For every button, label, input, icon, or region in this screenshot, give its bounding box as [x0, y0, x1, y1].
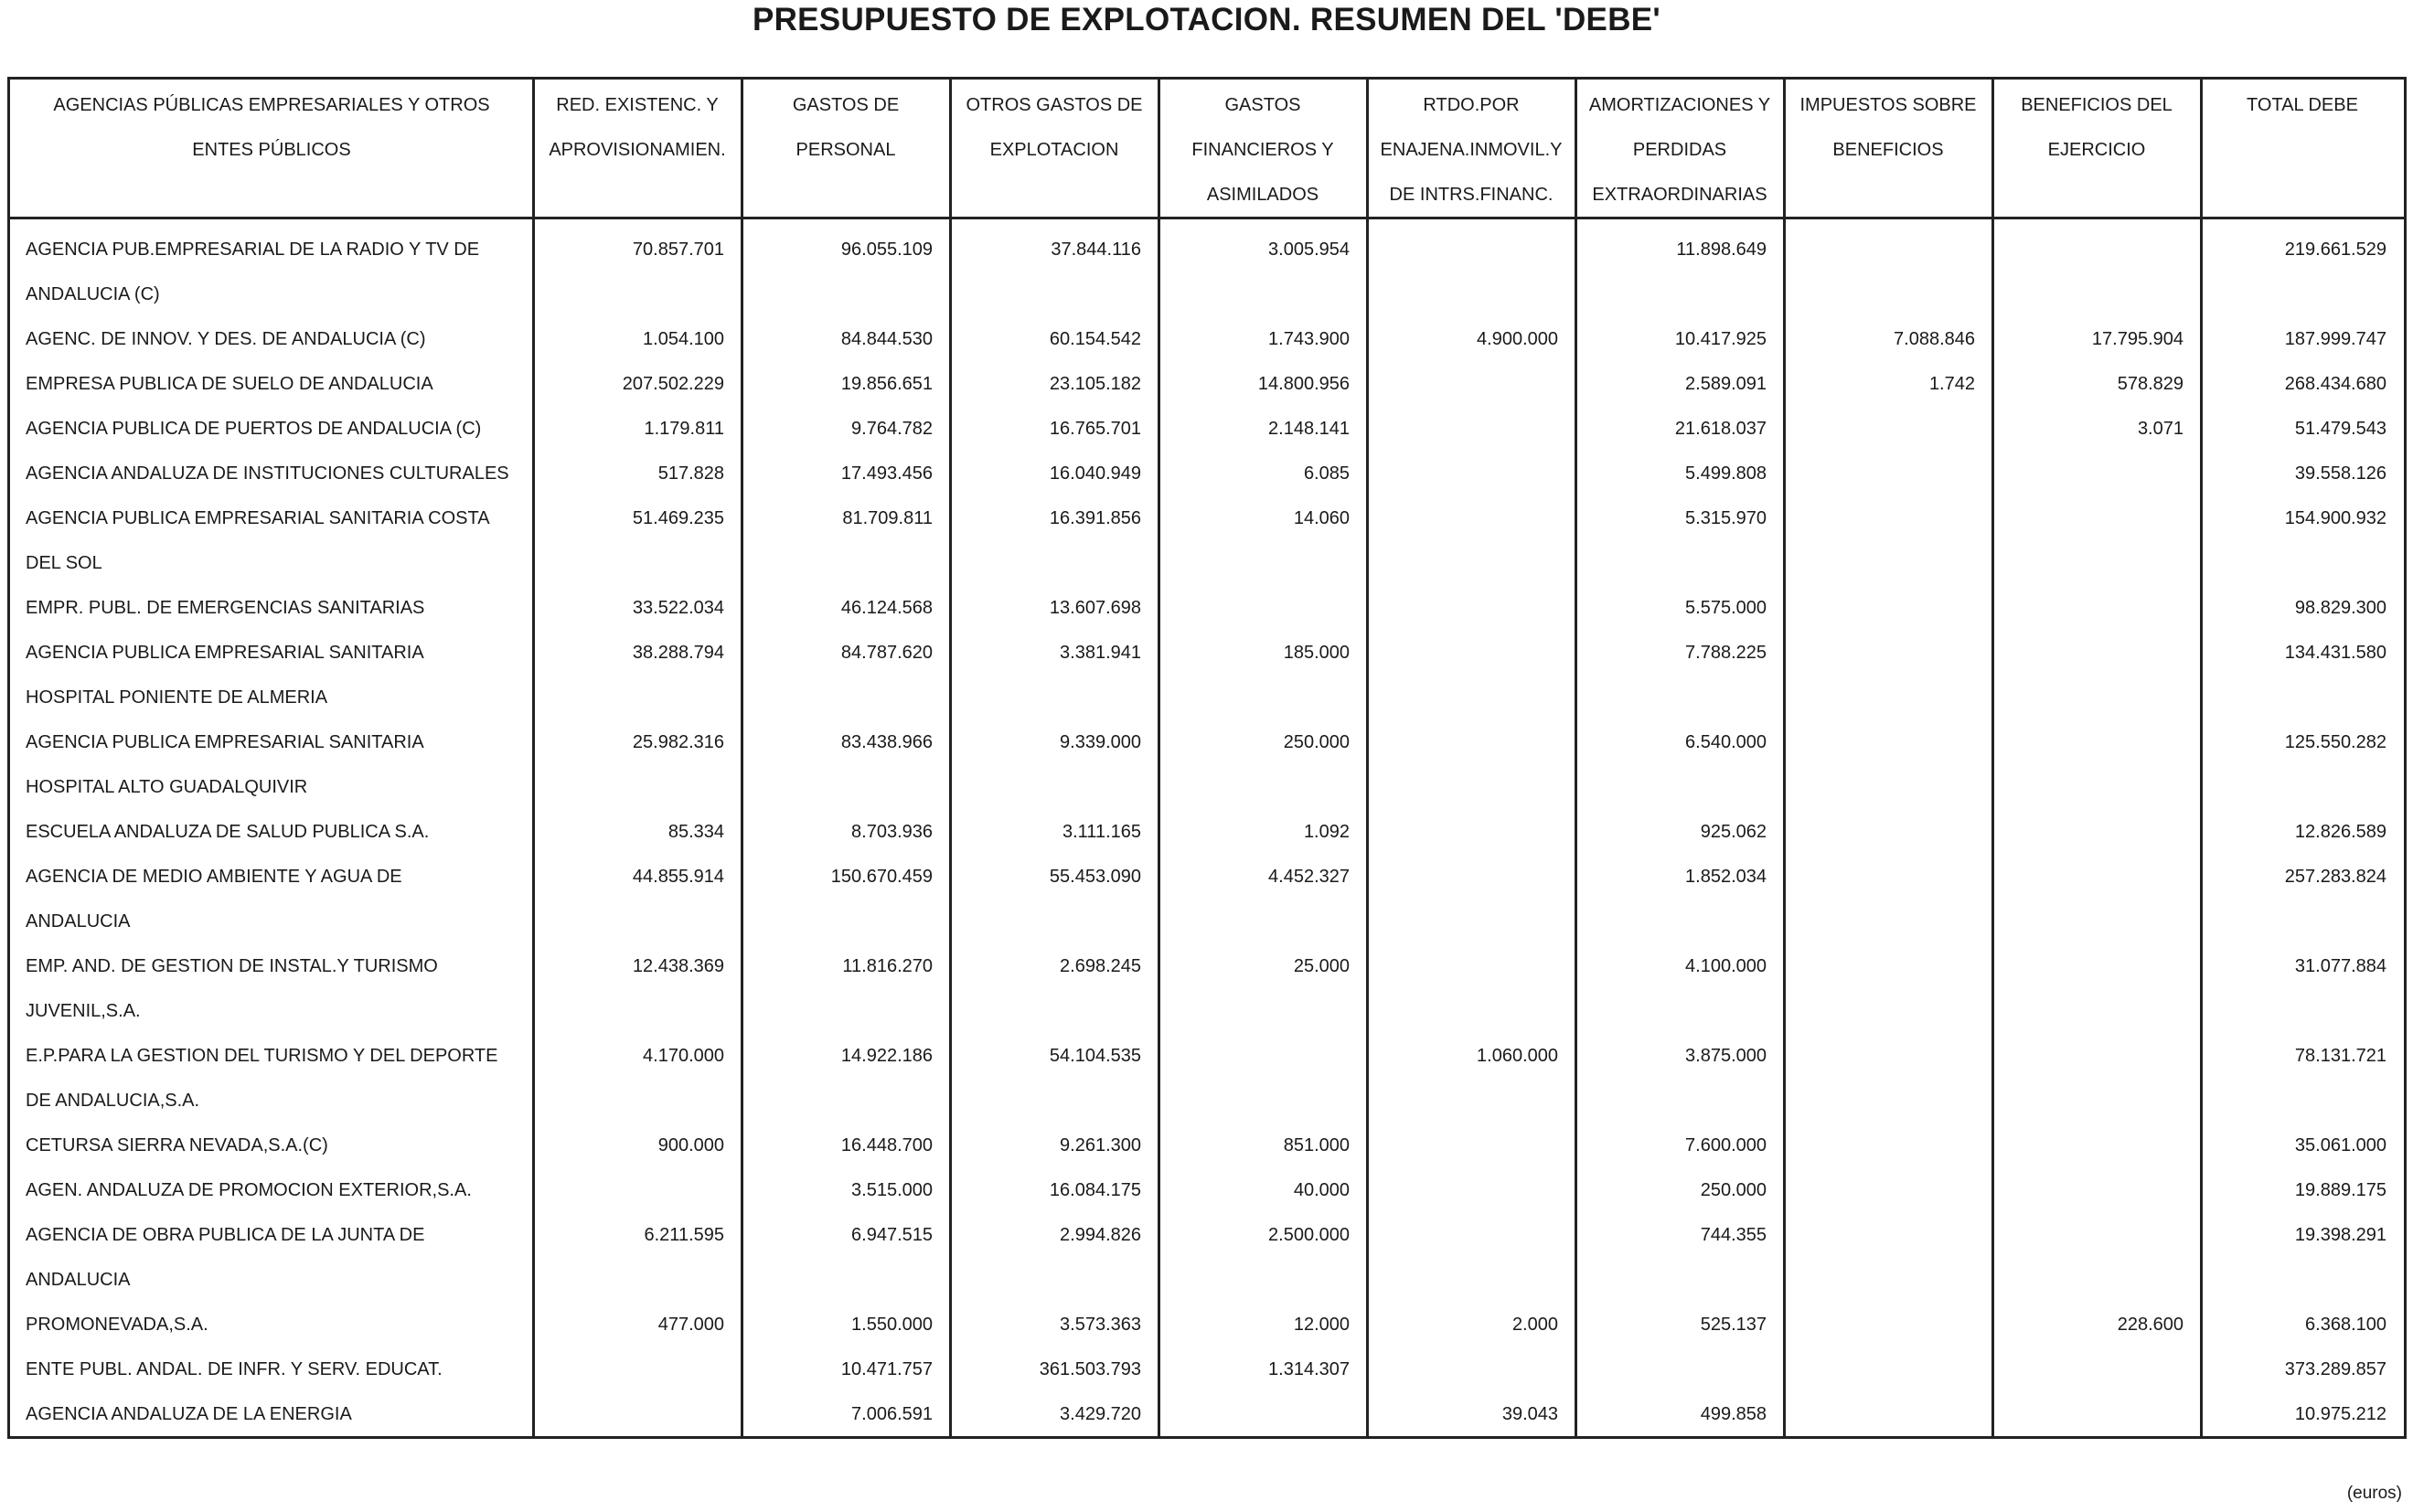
- cell-value: 33.522.034: [632, 598, 724, 618]
- cell-value: 14.922.186: [840, 1046, 933, 1066]
- cell-value: 98.829.300: [2294, 598, 2386, 618]
- cell-value: 187.999.747: [2284, 329, 2386, 349]
- cell-value: 150.670.459: [830, 867, 933, 887]
- column-header-line: IMPUESTOS SOBRE: [1799, 95, 1977, 115]
- entity-name: [26, 586, 533, 631]
- cell-value: 40.000: [1293, 1180, 1350, 1200]
- cell-value: 10.975.212: [2294, 1404, 2386, 1424]
- cell-value: 12.438.369: [632, 956, 724, 976]
- entity-name-line: AGENCIA PUBLICA EMPRESARIAL SANITARIA: [26, 732, 424, 752]
- column-header: [1367, 80, 1575, 217]
- cell-value: 78.131.721: [2294, 1046, 2386, 1066]
- page-title: PRESUPUESTO DE EXPLOTACION. RESUMEN DEL 'DEBE': [752, 2, 1661, 37]
- cell-value: 84.844.530: [840, 329, 933, 349]
- cell-value: 17.795.904: [2091, 329, 2183, 349]
- entity-name-line: DE ANDALUCIA,S.A.: [26, 1091, 200, 1111]
- cell-value: 70.857.701: [632, 240, 724, 260]
- cell-value: 4.170.000: [643, 1046, 724, 1066]
- cell-value: 525.137: [1700, 1315, 1767, 1335]
- entity-name: [26, 944, 533, 1034]
- entity-name: [26, 1392, 533, 1437]
- cell-value: 3.573.363: [1060, 1315, 1141, 1335]
- cell-value: 21.618.037: [1674, 419, 1767, 439]
- entity-name-line: ANDALUCIA: [26, 911, 131, 932]
- cell-value: 1.852.034: [1685, 867, 1767, 887]
- cell-value: 85.334: [667, 822, 724, 842]
- cell-value: 14.060: [1293, 508, 1350, 528]
- column-header-line: RED. EXISTENC. Y: [556, 95, 719, 115]
- entity-name: [26, 1034, 533, 1123]
- cell-value: 25.982.316: [632, 732, 724, 752]
- cell-value: 46.124.568: [840, 598, 933, 618]
- cell-value: 3.515.000: [851, 1180, 933, 1200]
- entity-name: [26, 1123, 533, 1168]
- entity-name-line: ENTE PUBL. ANDAL. DE INFR. Y SERV. EDUCAT.: [26, 1359, 443, 1379]
- entity-name-line: E.P.PARA LA GESTION DEL TURISMO Y DEL DEPORTE: [26, 1046, 498, 1066]
- cell-value: 744.355: [1700, 1225, 1767, 1245]
- budget-table: [7, 77, 2407, 1439]
- cell-value: 3.381.941: [1060, 643, 1141, 663]
- cell-value: 51.469.235: [632, 508, 724, 528]
- table-row: [10, 1347, 2404, 1392]
- entity-name-line: HOSPITAL ALTO GUADALQUIVIR: [26, 777, 308, 797]
- cell-value: 19.889.175: [2294, 1180, 2386, 1200]
- column-header: [1992, 80, 2201, 217]
- entity-name: [26, 228, 533, 317]
- table-row: [10, 1034, 2404, 1123]
- cell-value: 257.283.824: [2284, 867, 2386, 887]
- cell-value: 31.077.884: [2294, 956, 2386, 976]
- entity-name-line: AGENCIA DE OBRA PUBLICA DE LA JUNTA DE: [26, 1225, 425, 1245]
- cell-value: 125.550.282: [2284, 732, 2386, 752]
- entity-name: [26, 407, 533, 452]
- cell-value: 5.499.808: [1685, 463, 1767, 484]
- column-header-line: EXTRAORDINARIAS: [1592, 185, 1767, 205]
- entity-name-line: ESCUELA ANDALUZA DE SALUD PUBLICA S.A.: [26, 822, 430, 842]
- entity-name-line: JUVENIL,S.A.: [26, 1001, 141, 1021]
- cell-value: 2.000: [1511, 1315, 1558, 1335]
- table-row: [10, 1213, 2404, 1303]
- cell-value: 1.550.000: [851, 1315, 933, 1335]
- cell-value: 39.558.126: [2294, 463, 2386, 484]
- cell-value: 5.315.970: [1685, 508, 1767, 528]
- entity-name: [26, 496, 533, 586]
- entity-name-line: AGENCIA PUBLICA DE PUERTOS DE ANDALUCIA (C): [26, 419, 482, 439]
- entity-name-line: AGENCIA DE MEDIO AMBIENTE Y AGUA DE: [26, 867, 402, 887]
- entity-name-line: EMP. AND. DE GESTION DE INSTAL.Y TURISMO: [26, 956, 438, 976]
- cell-value: 11.898.649: [1676, 240, 1767, 260]
- cell-value: 228.600: [2117, 1315, 2183, 1335]
- table-row: [10, 228, 2404, 317]
- cell-value: 13.607.698: [1049, 598, 1141, 618]
- cell-value: 12.826.589: [2294, 822, 2386, 842]
- cell-value: 3.071: [2137, 419, 2183, 439]
- cell-value: 851.000: [1283, 1135, 1350, 1155]
- cell-value: 477.000: [657, 1315, 724, 1335]
- cell-value: 2.698.245: [1060, 956, 1141, 976]
- cell-value: 12.000: [1293, 1315, 1350, 1335]
- cell-value: 6.947.515: [851, 1225, 933, 1245]
- column-header-line: DE INTRS.FINANC.: [1389, 185, 1554, 205]
- table-row: [10, 362, 2404, 407]
- cell-value: 4.900.000: [1477, 329, 1558, 349]
- entity-name: [26, 1347, 533, 1392]
- cell-value: 3.005.954: [1268, 240, 1350, 260]
- table-row: [10, 407, 2404, 452]
- cell-value: 7.600.000: [1685, 1135, 1767, 1155]
- cell-value: 19.856.651: [840, 374, 933, 394]
- entity-name-line: AGENCIA PUB.EMPRESARIAL DE LA RADIO Y TV DE: [26, 240, 480, 260]
- cell-value: 9.764.782: [851, 419, 933, 439]
- column-header: [2201, 80, 2404, 217]
- column-header-line: PERDIDAS: [1632, 140, 1727, 160]
- table-row: [10, 452, 2404, 496]
- column-header: [10, 80, 533, 217]
- cell-value: 9.261.300: [1060, 1135, 1141, 1155]
- column-header: [742, 80, 950, 217]
- cell-value: 23.105.182: [1049, 374, 1141, 394]
- column-header: [950, 80, 1158, 217]
- cell-value: 11.816.270: [842, 956, 933, 976]
- entity-name-line: AGENCIA PUBLICA EMPRESARIAL SANITARIA COSTA: [26, 508, 490, 528]
- column-header: [1158, 80, 1367, 217]
- cell-value: 84.787.620: [840, 643, 933, 663]
- column-header-line: TOTAL DEBE: [2247, 95, 2358, 115]
- cell-value: 7.788.225: [1685, 643, 1767, 663]
- cell-value: 154.900.932: [2284, 508, 2386, 528]
- column-header-line: AGENCIAS PÚBLICAS EMPRESARIALES Y OTROS: [53, 95, 490, 115]
- entity-name: [26, 1303, 533, 1347]
- table-row: [10, 586, 2404, 631]
- column-header: [1784, 80, 1992, 217]
- column-header-line: EXPLOTACION: [989, 140, 1119, 160]
- cell-value: 361.503.793: [1039, 1359, 1141, 1379]
- cell-value: 60.154.542: [1049, 329, 1141, 349]
- cell-value: 7.088.846: [1894, 329, 1975, 349]
- cell-value: 373.289.857: [2284, 1359, 2386, 1379]
- cell-value: 6.211.595: [644, 1225, 724, 1245]
- column-header: [1575, 80, 1784, 217]
- cell-value: 16.448.700: [840, 1135, 933, 1155]
- column-header-line: EJERCICIO: [2047, 140, 2146, 160]
- cell-value: 8.703.936: [851, 822, 933, 842]
- cell-value: 219.661.529: [2284, 240, 2386, 260]
- cell-value: 38.288.794: [632, 643, 724, 663]
- cell-value: 4.100.000: [1685, 956, 1767, 976]
- table-row: [10, 1168, 2404, 1213]
- column-header-line: BENEFICIOS DEL: [2021, 95, 2173, 115]
- entity-name-line: AGENC. DE INNOV. Y DES. DE ANDALUCIA (C): [26, 329, 426, 349]
- cell-value: 10.417.925: [1674, 329, 1767, 349]
- cell-value: 16.765.701: [1049, 419, 1141, 439]
- entity-name: [26, 855, 533, 944]
- cell-value: 1.743.900: [1268, 329, 1350, 349]
- table-row: [10, 855, 2404, 944]
- cell-value: 51.479.543: [2294, 419, 2386, 439]
- cell-value: 10.471.757: [840, 1359, 933, 1379]
- table-row: [10, 496, 2404, 586]
- table-row: [10, 720, 2404, 810]
- entity-name-line: AGEN. ANDALUZA DE PROMOCION EXTERIOR,S.A.: [26, 1180, 472, 1200]
- table-row: [10, 810, 2404, 855]
- cell-value: 185.000: [1283, 643, 1350, 663]
- cell-value: 1.060.000: [1477, 1046, 1558, 1066]
- cell-value: 250.000: [1283, 732, 1350, 752]
- cell-value: 14.800.956: [1257, 374, 1350, 394]
- table-row: [10, 1303, 2404, 1347]
- cell-value: 81.709.811: [842, 508, 933, 528]
- column-header-line: GASTOS DE: [792, 95, 900, 115]
- cell-value: 2.148.141: [1268, 419, 1350, 439]
- cell-value: 207.502.229: [622, 374, 724, 394]
- cell-value: 5.575.000: [1685, 598, 1767, 618]
- cell-value: 4.452.327: [1268, 867, 1350, 887]
- cell-value: 16.040.949: [1049, 463, 1141, 484]
- entity-name: [26, 720, 533, 810]
- entity-name-line: EMPR. PUBL. DE EMERGENCIAS SANITARIAS: [26, 598, 425, 618]
- entity-name-line: AGENCIA ANDALUZA DE LA ENERGIA: [26, 1404, 352, 1424]
- table-row: [10, 317, 2404, 362]
- entity-name-line: PROMONEVADA,S.A.: [26, 1315, 208, 1335]
- cell-value: 35.061.000: [2294, 1135, 2386, 1155]
- column-header-line: ENTES PÚBLICOS: [192, 140, 351, 160]
- entity-name-line: AGENCIA PUBLICA EMPRESARIAL SANITARIA: [26, 643, 424, 663]
- cell-value: 1.054.100: [643, 329, 724, 349]
- cell-value: 3.429.720: [1060, 1404, 1141, 1424]
- entity-name: [26, 317, 533, 362]
- column-header-line: ENAJENA.INMOVIL.Y: [1380, 140, 1563, 160]
- cell-value: 19.398.291: [2294, 1225, 2386, 1245]
- entity-name: [26, 631, 533, 720]
- entity-name-line: EMPRESA PUBLICA DE SUELO DE ANDALUCIA: [26, 374, 433, 394]
- cell-value: 2.500.000: [1268, 1225, 1350, 1245]
- cell-value: 925.062: [1700, 822, 1767, 842]
- table-row: [10, 631, 2404, 720]
- units-note: (euros): [2346, 1484, 2402, 1503]
- column-header-line: RTDO.POR: [1423, 95, 1520, 115]
- column-header-line: BENEFICIOS: [1832, 140, 1944, 160]
- entity-name-line: DEL SOL: [26, 553, 102, 573]
- cell-value: 17.493.456: [840, 463, 933, 484]
- cell-value: 7.006.591: [851, 1404, 933, 1424]
- column-header-line: AMORTIZACIONES Y: [1588, 95, 1771, 115]
- cell-value: 6.368.100: [2305, 1315, 2386, 1335]
- table-row: [10, 944, 2404, 1034]
- entity-name: [26, 810, 533, 855]
- entity-name: [26, 362, 533, 407]
- cell-value: 3.111.165: [1062, 822, 1141, 842]
- entity-name: [26, 452, 533, 496]
- cell-value: 44.855.914: [632, 867, 724, 887]
- cell-value: 1.742: [1928, 374, 1975, 394]
- cell-value: 499.858: [1700, 1404, 1767, 1424]
- cell-value: 16.391.856: [1049, 508, 1141, 528]
- cell-value: 900.000: [657, 1135, 724, 1155]
- cell-value: 83.438.966: [840, 732, 933, 752]
- entity-name-line: ANDALUCIA (C): [26, 284, 160, 304]
- column-header-line: ASIMILADOS: [1206, 185, 1319, 205]
- cell-value: 1.092: [1303, 822, 1350, 842]
- cell-value: 2.589.091: [1685, 374, 1767, 394]
- cell-value: 39.043: [1501, 1404, 1558, 1424]
- cell-value: 1.179.811: [644, 419, 724, 439]
- entity-name: [26, 1213, 533, 1303]
- cell-value: 6.540.000: [1685, 732, 1767, 752]
- cell-value: 16.084.175: [1049, 1180, 1141, 1200]
- cell-value: 268.434.680: [2284, 374, 2386, 394]
- column-header-line: FINANCIEROS Y: [1191, 140, 1334, 160]
- cell-value: 134.431.580: [2284, 643, 2386, 663]
- table-row: [10, 1392, 2404, 1437]
- entity-name-line: AGENCIA ANDALUZA DE INSTITUCIONES CULTURALES: [26, 463, 509, 484]
- cell-value: 3.875.000: [1685, 1046, 1767, 1066]
- cell-value: 6.085: [1303, 463, 1350, 484]
- cell-value: 250.000: [1700, 1180, 1767, 1200]
- column-header-line: OTROS GASTOS DE: [966, 95, 1143, 115]
- column-header-line: GASTOS: [1224, 95, 1301, 115]
- column-header: [533, 80, 742, 217]
- column-header-line: PERSONAL: [795, 140, 896, 160]
- cell-value: 96.055.109: [840, 240, 933, 260]
- column-header-line: APROVISIONAMIEN.: [549, 140, 726, 160]
- cell-value: 54.104.535: [1049, 1046, 1141, 1066]
- cell-value: 2.994.826: [1060, 1225, 1141, 1245]
- cell-value: 25.000: [1293, 956, 1350, 976]
- cell-value: 37.844.116: [1051, 240, 1141, 260]
- entity-name-line: CETURSA SIERRA NEVADA,S.A.(C): [26, 1135, 328, 1155]
- entity-name-line: ANDALUCIA: [26, 1270, 131, 1290]
- entity-name: [26, 1168, 533, 1213]
- cell-value: 578.829: [2117, 374, 2183, 394]
- table-row: [10, 1123, 2404, 1168]
- cell-value: 517.828: [657, 463, 724, 484]
- cell-value: 1.314.307: [1268, 1359, 1350, 1379]
- entity-name-line: HOSPITAL PONIENTE DE ALMERIA: [26, 687, 328, 708]
- cell-value: 55.453.090: [1049, 867, 1141, 887]
- cell-value: 9.339.000: [1060, 732, 1141, 752]
